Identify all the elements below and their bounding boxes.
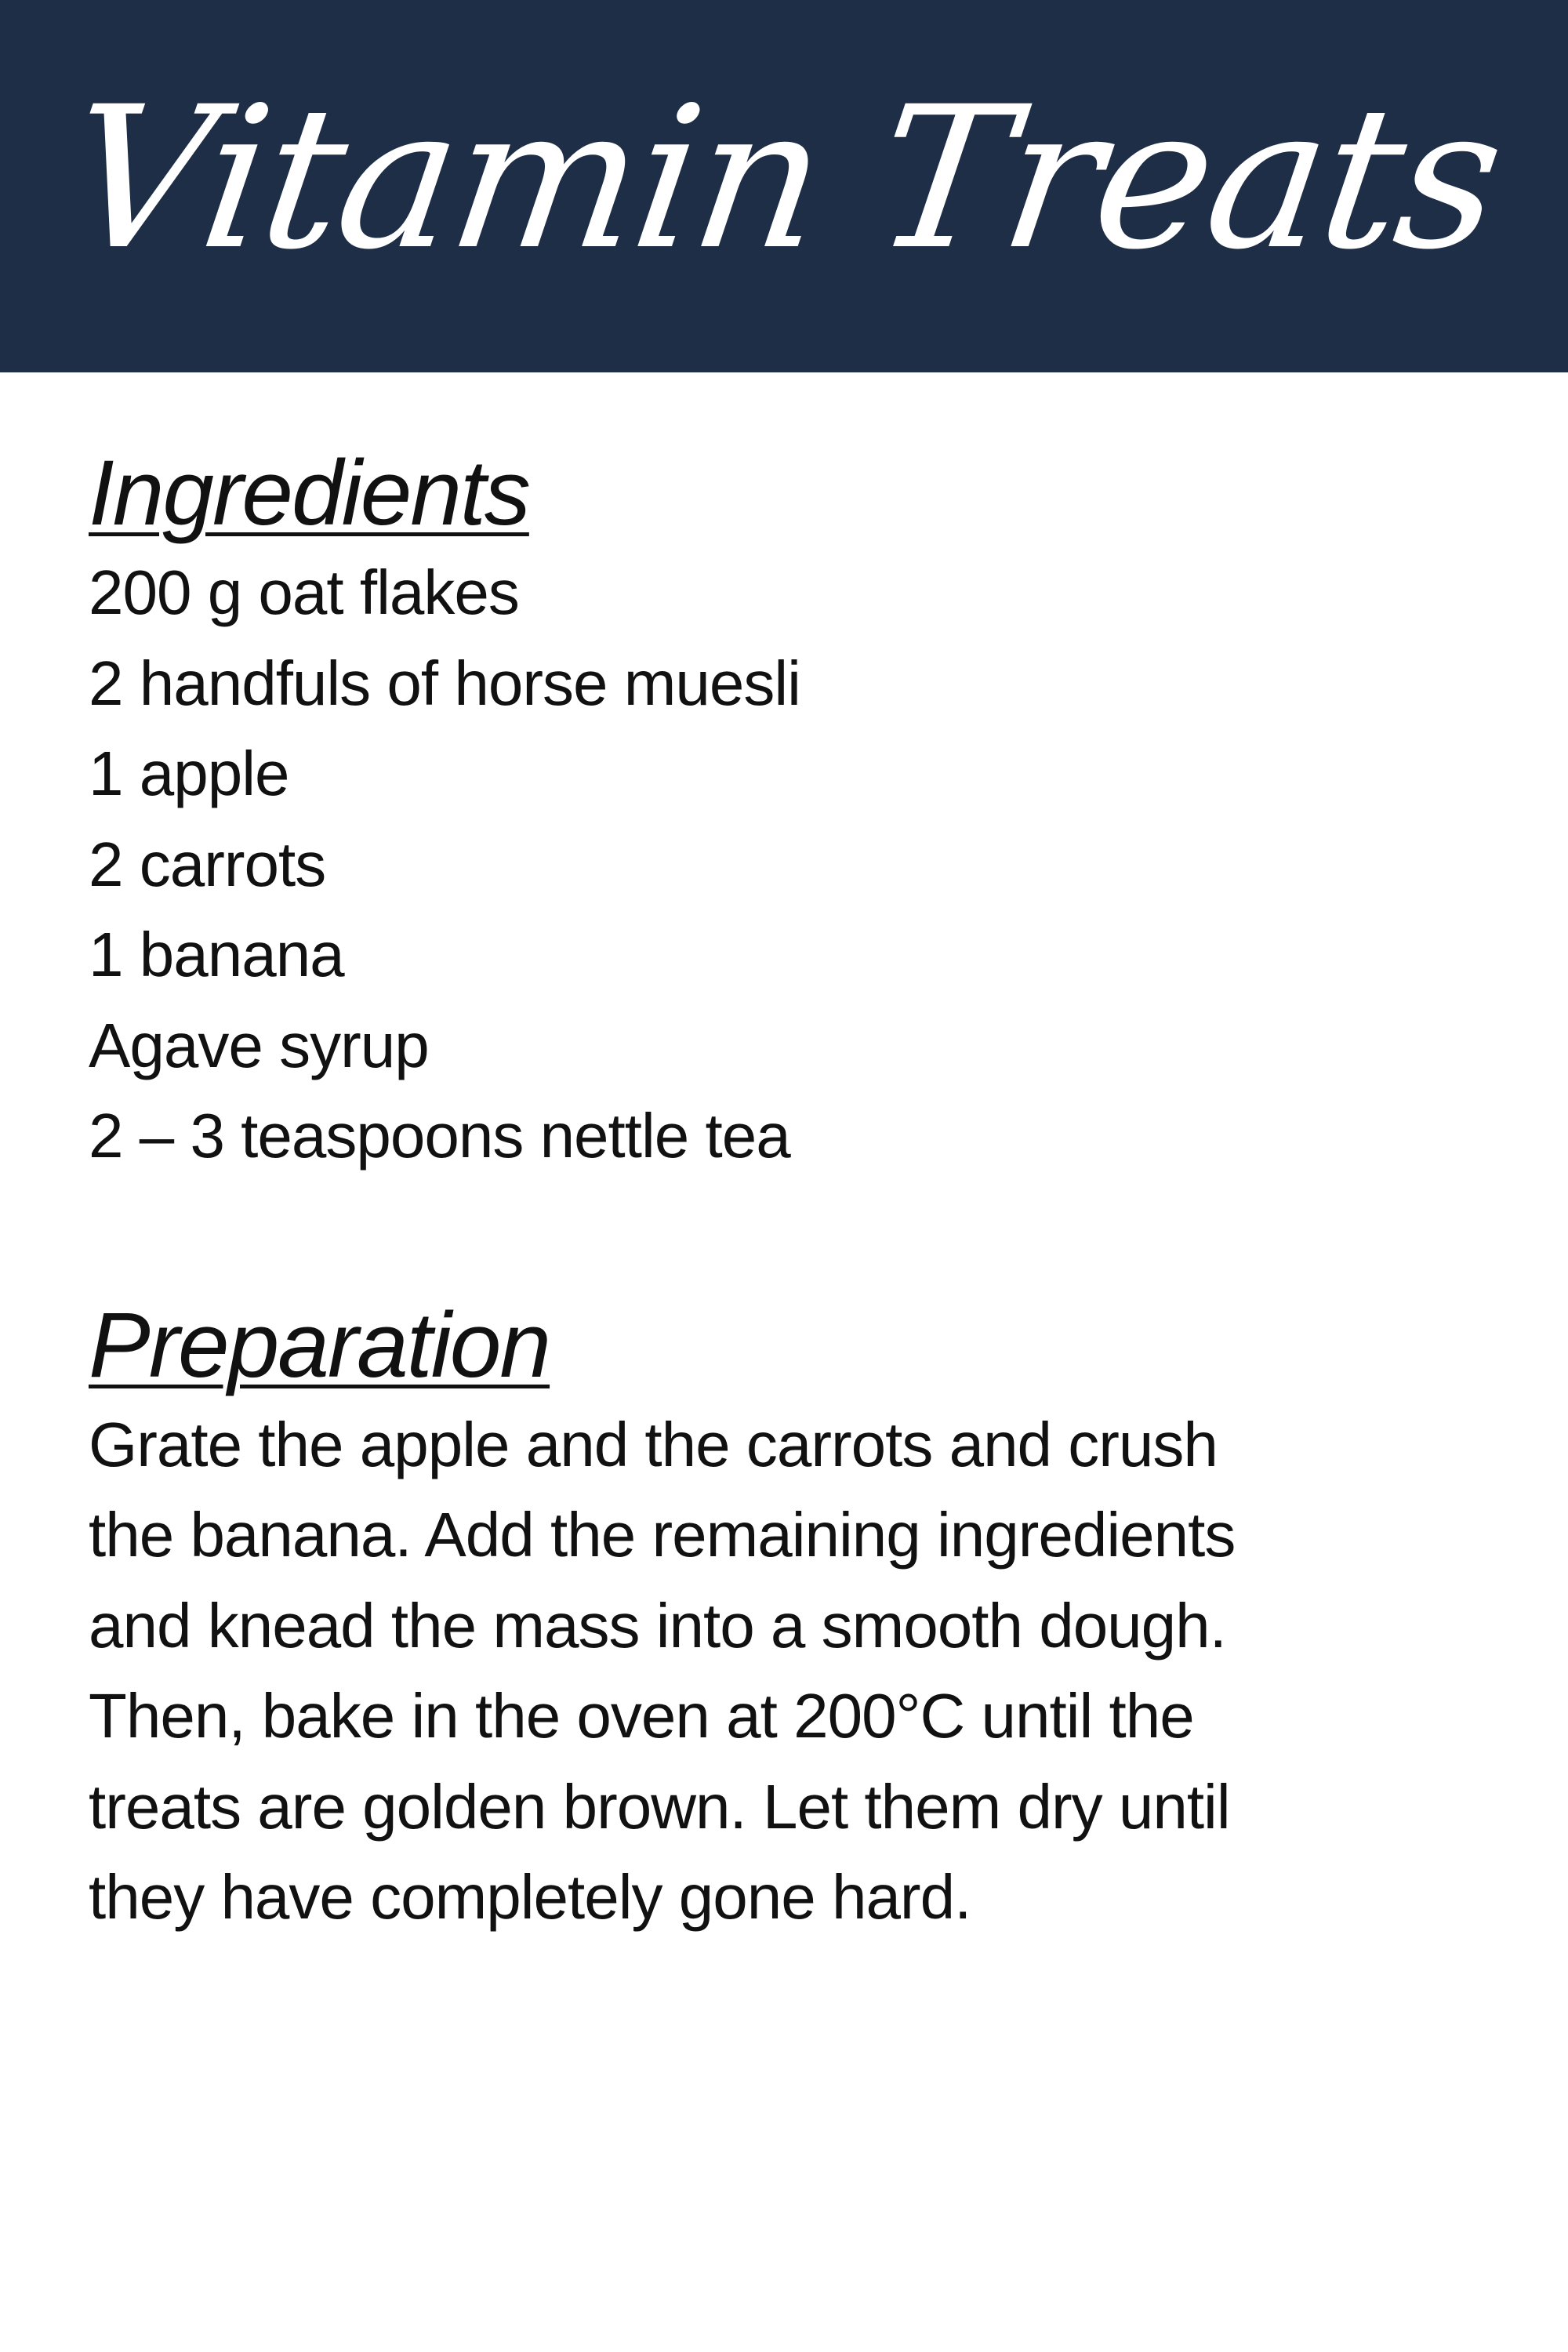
recipe-body: [89, 439, 1500, 1943]
preparation-line: the banana. Add the remaining ingredients: [89, 1500, 1236, 1570]
preparation-heading: Preparation: [89, 1293, 550, 1397]
ingredient-item: 2 carrots: [89, 829, 326, 899]
preparation-line: Then, bake in the oven at 200°C until the: [89, 1681, 1194, 1751]
ingredient-item: 2 handfuls of horse muesli: [89, 648, 800, 718]
preparation-line: Grate the apple and the carrots and crush: [89, 1409, 1218, 1479]
ingredient-item: 1 apple: [89, 739, 289, 808]
ingredient-list: [89, 547, 1500, 1181]
title-banner: [0, 0, 1568, 372]
preparation-line: treats are golden brown. Let them dry until: [89, 1771, 1230, 1842]
preparation-line: and knead the mass into a smooth dough.: [89, 1590, 1226, 1661]
ingredient-item: Agave syrup: [89, 1010, 429, 1080]
ingredient-item: 2 – 3 teaspoons nettle tea: [89, 1101, 790, 1171]
ingredients-heading: Ingredients: [89, 441, 529, 545]
preparation-text: [89, 1399, 1437, 1943]
ingredient-item: 1 banana: [89, 920, 344, 989]
recipe-title: Vitamin Treats: [55, 64, 1514, 292]
preparation-line: they have completely gone hard.: [89, 1862, 971, 1932]
ingredient-item: 200 g oat flakes: [89, 557, 519, 627]
